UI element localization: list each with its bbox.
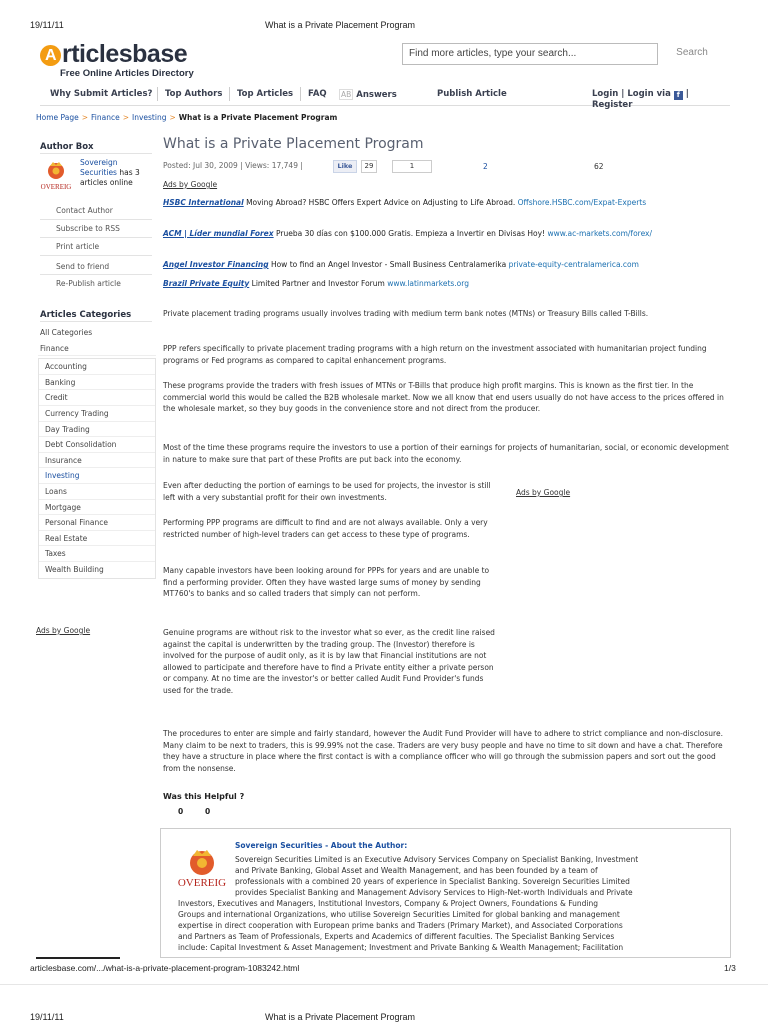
- category-item[interactable]: Loans: [39, 484, 155, 500]
- facebook-icon: f: [674, 91, 683, 100]
- article-paragraph: Most of the time these programs require the investors to use a portion of their earnings for projects of humanitarian, social, or economic development in nature to make sure that part of these Profits are put back into the economy.: [163, 443, 729, 464]
- author-logo-text: OVEREIG: [40, 183, 72, 191]
- nav-top-authors[interactable]: Top Authors: [165, 89, 223, 99]
- about-line: provides Specialist Banking and Management Advisory Services to High-Net-worth Individuals and Private: [235, 888, 633, 897]
- divider: [40, 237, 152, 238]
- ad-url[interactable]: private-equity-centralamerica.com: [508, 260, 639, 269]
- divider: [40, 274, 152, 275]
- share-count[interactable]: 2: [483, 162, 488, 171]
- nav-answers-label: Answers: [356, 90, 397, 100]
- category-item-active[interactable]: Investing: [39, 468, 155, 484]
- ad-url[interactable]: Offshore.HSBC.com/Expat-Experts: [517, 198, 647, 207]
- about-author-text: [178, 854, 718, 953]
- author-box-heading: Author Box: [40, 142, 94, 152]
- breadcrumb-finance[interactable]: Finance: [91, 113, 120, 122]
- subscribe-rss-link[interactable]: Subscribe to RSS: [56, 224, 120, 233]
- send-to-friend-link[interactable]: Send to friend: [56, 262, 110, 271]
- category-item[interactable]: Taxes: [39, 546, 155, 562]
- login-via-facebook[interactable]: [627, 89, 682, 99]
- article-title: What is a Private Placement Program: [163, 136, 424, 152]
- about-line: professionals with a combined 20 years of experience in Specialist Banking. Sovereign Securities Limited: [235, 877, 630, 886]
- ad-text: Prueba 30 días con $100.000 Gratis. Empieza a Invertir en Divisas Hoy!: [273, 229, 548, 238]
- print-footer-url: articlesbase.com/.../what-is-a-private-placement-program-1083242.html: [30, 963, 300, 973]
- author-article-count: 3 articles online: [80, 168, 140, 187]
- register-link[interactable]: Register: [592, 100, 633, 110]
- ad-headline[interactable]: HSBC International: [163, 198, 244, 207]
- ad-headline[interactable]: ACM | Líder mundial Forex: [163, 229, 274, 238]
- divider: [40, 255, 152, 256]
- article-paragraph: PPP refers specifically to private placement trading programs with a high return on the investment associated with humanitarian project funding programs or Fed programs as compared to capital enhancement programs.: [163, 344, 707, 365]
- article-paragraph: Even after deducting the portion of earnings to be used for projects, the investor is still left with a very substantial profit for their own investments.: [163, 481, 491, 502]
- search-button[interactable]: Search: [676, 47, 708, 58]
- logo-a-mark: A: [40, 45, 61, 66]
- helpful-yes-count[interactable]: 0: [178, 807, 184, 816]
- breadcrumb: Home Page > Finance > Investing > What is a Private Placement Program: [36, 113, 338, 122]
- main-nav: [40, 82, 730, 110]
- next-page-date: 19/11/11: [30, 1012, 64, 1022]
- category-item[interactable]: Banking: [39, 375, 155, 391]
- about-line: and Private Banking, Global Asset and Wealth Management, and has been founded by a team of: [235, 866, 598, 875]
- category-item[interactable]: Personal Finance: [39, 515, 155, 531]
- about-line: Sovereign Securities Limited is an Executive Advisory Services Company on Specialist Banking, Investment: [235, 855, 639, 864]
- category-item[interactable]: Insurance: [39, 453, 155, 469]
- category-item[interactable]: Debt Consolidation: [39, 437, 155, 453]
- about-author-title: Sovereign Securities - About the Author:: [235, 841, 408, 850]
- article-paragraph: Private placement trading programs usually involves trading with medium term bank notes (MTNs) or Treasury Bills called T-Bills.: [163, 309, 649, 318]
- ad-item: [163, 197, 738, 209]
- facebook-like-button[interactable]: Like: [333, 160, 357, 173]
- login-link[interactable]: Login: [592, 89, 619, 99]
- site-logo[interactable]: [40, 40, 187, 69]
- category-all[interactable]: All Categories: [40, 328, 93, 337]
- category-item[interactable]: Accounting: [39, 359, 155, 375]
- nav-publish-article[interactable]: Publish Article: [437, 89, 507, 99]
- other-count: 62: [594, 162, 604, 171]
- print-article-link[interactable]: Print article: [56, 242, 100, 251]
- nav-divider: [300, 87, 301, 101]
- category-item[interactable]: Mortgage: [39, 500, 155, 516]
- print-date: 19/11/11: [30, 20, 64, 30]
- answers-badge: AB: [341, 90, 352, 99]
- helpful-no-count[interactable]: 0: [205, 807, 211, 816]
- breadcrumb-investing[interactable]: Investing: [132, 113, 167, 122]
- article-paragraph: Genuine programs are without risk to the investor what so ever, as the credit line raised against the capital is underwritten by the trading group. The (Investor) therefore is involved for the purpose of audit only, as it is by law that Financial institutions are not allowed to participate and therefore have to find a Private entity either a private person or company. At no time are the investor's or better called Audit Fund Provider's funds used for the trade.: [163, 628, 495, 695]
- print-title: What is a Private Placement Program: [265, 20, 416, 30]
- ad-text: Limited Partner and Investor Forum: [249, 279, 388, 288]
- article-paragraph: These programs provide the traders with fresh issues of MTNs or T-Bills that produce high profit margins. This is known as the first tier. In the commercial world this would be called the B2B wholesale market. Now we all know that end users usually do not have access to the prices offered in the wholesale market, so they buy goods in the convenience store and not direct from the producer.: [163, 381, 724, 414]
- page-break: [0, 984, 768, 985]
- category-item[interactable]: Currency Trading: [39, 406, 155, 422]
- nav-divider: [157, 87, 158, 101]
- about-line: Investors, Executives and Managers, Institutional Investors, Company & Project Owners, Foundations & Funding: [178, 899, 598, 908]
- like-count: 29: [361, 160, 377, 173]
- helpful-label: Was this Helpful ?: [163, 792, 245, 801]
- divider: [40, 153, 152, 154]
- nav-why-submit[interactable]: Why Submit Articles?: [50, 89, 153, 99]
- categories-panel: [38, 325, 156, 579]
- breadcrumb-current: What is a Private Placement Program: [178, 113, 338, 122]
- ad-url[interactable]: www.latinmarkets.org: [387, 279, 469, 288]
- category-item[interactable]: Day Trading: [39, 422, 155, 438]
- ads-by-google-link[interactable]: Ads by Google: [516, 488, 571, 497]
- ad-headline[interactable]: Brazil Private Equity: [163, 279, 250, 288]
- author-info: [80, 158, 146, 188]
- author-has: has: [119, 168, 133, 177]
- about-line: Groups and international Organizations, who utilise Sovereign Securities Limited for global banking and management: [178, 910, 620, 919]
- ad-text: Moving Abroad? HSBC Offers Expert Advice on Adjusting to Life Abroad.: [243, 198, 518, 207]
- ad-headline[interactable]: Angel Investor Financing: [163, 260, 269, 269]
- scroll-indicator: [36, 957, 120, 959]
- category-list: [38, 358, 156, 578]
- category-item[interactable]: Credit: [39, 390, 155, 406]
- nav-top-articles[interactable]: Top Articles: [237, 89, 294, 99]
- article-paragraph: Many capable investors have been looking around for PPPs for years and are unable to find a performing provider. Often they have wasted large sums of money by sending MT760's to banks and so called traders that simply can not perform.: [163, 566, 490, 599]
- search-input[interactable]: Find more articles, type your search...: [402, 43, 658, 65]
- nav-divider: [229, 87, 230, 101]
- nav-auth: Login | Login via f | Register: [592, 89, 689, 110]
- divider: [40, 321, 152, 322]
- print-footer-page: 1/3: [724, 963, 736, 973]
- next-page-title: What is a Private Placement Program: [265, 1012, 416, 1022]
- nav-faq[interactable]: FAQ: [308, 89, 327, 99]
- site-tagline: Free Online Articles Directory: [60, 68, 194, 79]
- about-line: include: Capital Investment & Asset Management; Investment and Private Banking & Wealth Management; Facilitation: [178, 943, 624, 952]
- category-finance[interactable]: Finance: [38, 341, 156, 357]
- ad-url[interactable]: www.ac-markets.com/forex/: [547, 229, 653, 238]
- article-meta: Posted: Jul 30, 2009 | Views: 17,749 |: [163, 161, 303, 170]
- ad-item: [163, 278, 738, 290]
- ads-by-google-link[interactable]: Ads by Google: [36, 626, 91, 635]
- ad-text: How to find an Angel Investor - Small Business Centralamerika: [268, 260, 509, 269]
- article-paragraph: The procedures to enter are simple and fairly standard, however the Audit Fund Provider will have to adhere to strict compliance and non-disclosure. Many claim to be next to traders, this is 99.99% not the case. Traders are very busy people and have no time to sit down and have a chat. Therefore they have a structure in place where the first contact is with a compliance officer who will go through the submission papers and sort out the good from the nonsense.: [163, 729, 723, 773]
- republish-article-link[interactable]: Re-Publish article: [56, 279, 121, 288]
- author-avatar[interactable]: [40, 160, 72, 192]
- login-via-label: Login via: [627, 89, 671, 99]
- categories-heading: Articles Categories: [40, 310, 132, 320]
- logo-wordmark: rticlesbase: [62, 40, 188, 68]
- about-line: and Partners as Team of Professionals, Experts and Academics of different faculties. The Specialist Banking Services: [178, 932, 615, 941]
- article-paragraph: Performing PPP programs are difficult to find and are not always available. Only a very restricted number of high-level traders can get access to these type of programs.: [163, 518, 488, 539]
- contact-author-link[interactable]: Contact Author: [56, 206, 113, 215]
- category-item[interactable]: Real Estate: [39, 531, 155, 547]
- about-line: expertise in direct cooperation with European prime banks and Traders (Primary Market), and Associated Corporations: [178, 921, 623, 930]
- author-name-link[interactable]: Sovereign Securities: [80, 158, 118, 177]
- breadcrumb-home[interactable]: Home Page: [36, 113, 79, 122]
- tweet-count[interactable]: 1: [392, 160, 432, 173]
- category-item[interactable]: Wealth Building: [45, 564, 104, 574]
- divider: [40, 219, 152, 220]
- ads-by-google-link[interactable]: Ads by Google: [163, 180, 218, 189]
- ad-item: [163, 259, 738, 271]
- about-logo-text: OVEREIG: [177, 877, 227, 889]
- ad-item: [163, 228, 738, 240]
- nav-answers[interactable]: [339, 89, 397, 100]
